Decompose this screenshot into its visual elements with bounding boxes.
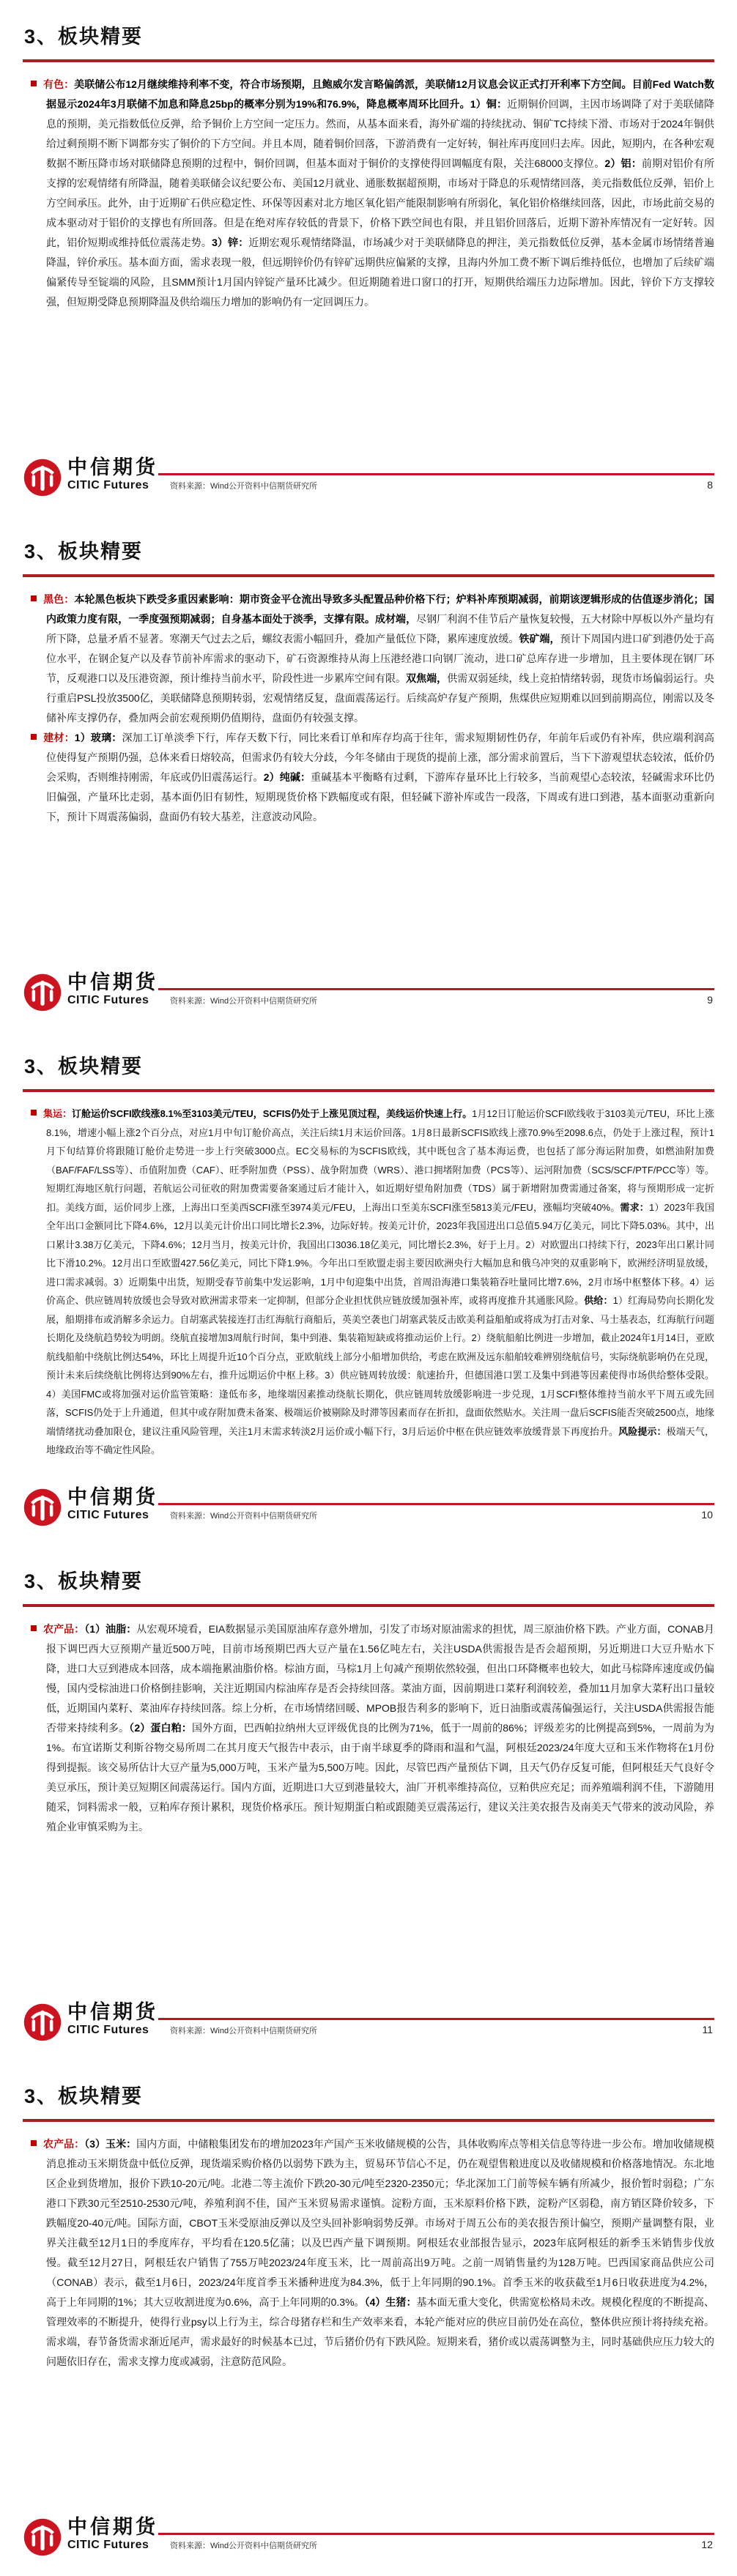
page-body: [23, 75, 714, 312]
citic-futures-logo-icon: [23, 1488, 62, 1527]
bullet-square-icon: [31, 81, 37, 86]
logo-english-name: CITIC Futures: [67, 2024, 149, 2036]
page-number: 11: [702, 2024, 713, 2035]
logo-chinese-name: 中信期货: [67, 456, 158, 478]
text-segment: 国内方面，中储粮集团发布的增加2023年产国产玉米收储规模的公告，具体收购库点等相关信息等待进一步公布。增加收储规模消息推动玉米期货盘中低位反弹，现货端采购价格仍以弱势下跌为主，贸易环节信心不足，仍在观望售粮进度以及收储规模和价格落地情况。东北地区企业到货增加，报价下跌10-20元/吨。北港二等主流价下跌20-30元/吨至2320-2350元；华北深加工门前等候车辆有所减少，报价暂时弱稳；广东港口下跌30元至2510-2530元/吨，养殖利润不佳，国产玉米贸易需求谨慎。淀粉方面，玉米原料价格下跌，淀粉产区弱稳，南方销区降价较多，下跌幅度20-40元/吨。国际方面，CBOT玉米受原油反弹以及空头回补影响弱势反弹。市场对于周五公布的美农报告预计偏空，预期产量调整有限，业界关注截至12月1日的季度库存，平均看在120.5亿蒲；以及巴西产量下调预期。阿根廷农业部报告显示，2023年底阿根廷的新季玉米销售步伐放慢。截至12月27日，阿根廷农户销售了755万吨2023/24年度玉米，比一周前高出9万吨。之前一周销售量约为128万吨。巴西国家商品供应公司（CONAB）表示，截至1月6日，2023/24年度首季玉米播种进度为84.3%，低于上年同期的90.1%。首季玉米的收获截至1月6日收获进度为4.2%，高于上年同期的1%；其大豆收割进度为0.6%，高于上年同期的0.3%。: [46, 2138, 714, 2308]
bold-text-segment: 供给：: [584, 1295, 613, 1306]
text-segment: 从宏观环境看，EIA数据显示美国原油库存意外增加，引发了市场对原油需求的担忧，周三原油价格下跌。产业方面，CONAB月报下调巴西大豆预期产量近500万吨，目前市场预期巴西大豆产量在1.56亿吨左右，关注USDA供需报告是否会超预期，另近期进口大豆升贴水下降，进口大豆到港成本回落，成本端拖累油脂价格。棕油方面，马棕1月上旬减产预期依然较强，但出口环降概率也较大，如此马棕降库速度或仍偏慢，国内受棕油进口价格倒挂影响，关注近期国内棕油库存是否会持续回落。菜油方面，因前期进口菜籽利润较差，叠加11月加拿大菜籽出口量较低，近期国内菜籽、菜油库存持续回落。综上分析，在市场情绪回暖、MPOB报告利多的影响下，近日油脂或震荡偏强运行，关注USDA供需报告能否带来持续利多。: [46, 1623, 714, 1734]
body-paragraph: [23, 728, 714, 827]
page-number: 10: [701, 1509, 713, 1521]
text-segment: 基本面无重大变化，供需宽松格局未改。规模化程度的不断提高、管理效率的不断提升，使得行业psy以上行为主，综合母猪存栏和生产效率来看，本轮产能对应的供应目前仍处在高位，整体供应预计将持续充裕。需求端，春节备货需求渐近尾声，需求最好的时候基本已过，节后猪价仍有下跌风险。短期来看，猪价或以震荡调整为主，同时基础供应压力较大的问题依旧存在，需求支撑力度或减弱，注意防范风险。: [46, 2296, 714, 2367]
text-segment: 1）红海局势向长期化发展，船期排布或消解多余运力。自胡塞武装接连打击红海航行商船后，英美空袭也门胡塞武装反击欧美利益船舶或将成为打击对象、马士基表态，红海航行问题长期化及绕航趋势较为明朗。绕航直接增加3周航行时间，集中到港、集装箱短缺或将推动运价上行。2）绕航船舶比例进一步增加，截止2024年1月14日，亚欧航线船舶中绕航比例达54%，环比上周提升近10个百分点，亚欧航线上部分小船增加供给，考虑在欧洲及远东船舶较难辨别绕航信号，实际绕航影响仍在兑现，预计未来后续绕航比例将达到90%左右，推升远期运价中枢上移。3）供应链周转放缓：航速抬升，但德国港口罢工及集中到港等因素使得市场供给整体受限。4）美国FMC或将加强对运价监管策略：逢低布多，地缘端因素推动绕航长期化，供应链周转放缓影响进一步兑现，1月SCFI整体维持当前水平下周五或先回落，SCFIS仍处于上升通道，但其中或存附加费未备案、极端运价被剔除及时滞等因素而存在折扣，盘面依然贴水。关注周一盘后SCFIS能否突破2500点，地缘端情绪扰动叠加限仓，建议注重风险管理，关注1月末需求转淡2月运价或小幅下行，3月后运价中枢在供应链效率放缓背景下再度抬升。: [46, 1295, 714, 1437]
bold-text-segment: 1）铜：: [470, 98, 508, 110]
report-page-8: [0, 0, 737, 515]
report-page-9: [0, 515, 737, 1030]
bullet-square-icon: [31, 2140, 37, 2146]
bullet-square-icon: [31, 595, 37, 601]
source-note: 资料来源：Wind公开资料中信期货研究所: [170, 482, 318, 491]
footer-divider: [158, 2533, 714, 2535]
bullet-square-icon: [31, 734, 37, 740]
logo-text: [67, 2001, 158, 2038]
page-title: 3、板块精要: [24, 2085, 144, 2107]
source-note: 资料来源：Wind公开资料中信期货研究所: [170, 997, 318, 1006]
text-segment: 1）2023年我国全年出口金额同比下降4.6%，12月以美元计价出口同比增长2.3%，边际好转。按美元计价，2023年我国进出口总值5.94万亿美元，同比下降5.03%。其中，出口累计3.38万亿美元，下降4.6%；12月当月，按美元计价，我国出口3036.18亿美元，同比增长2.3%，好于上月。2）对欧盟出口持续下行，2023年出口累计同比下滑10.2%。12月出口至欧盟427.56亿美元，同比下降1.9%。今年出口至欧盟走弱主要因欧洲央行大幅加息和俄乌冲突的双重影响下，欧洲经济明显放缓，进口需求减弱。3）近期集中出货，短期受春节前集中发运影响，1月中旬迎集中出货，首周沿海港口集装箱吞吐量同比增7.6%，2月市场中枢整体下移。4）运价高企、供应链周转放缓也会导致对欧洲需求带来一定抑制，但部分企业担忧供应链放缓加强补库，或将再度推升其通胀风险。: [46, 1201, 714, 1306]
logo-english-name: CITIC Futures: [67, 479, 149, 491]
logo-text: [67, 971, 158, 1008]
body-paragraph: [23, 1105, 714, 1460]
text-segment: 尽钢厂利润不佳节后产量恢复较慢，五大材除中厚板以外产量均有所下降，总量矛盾不显著。寒潮天气过去之后，螺纹表需小幅回升，叠加产量低位下降，累库速度放缓。: [46, 613, 714, 645]
page-title: 3、板块精要: [24, 26, 144, 48]
body-paragraph: [23, 2134, 714, 2372]
bold-text-segment: （1）油脂：: [84, 1623, 137, 1635]
text-segment: 供需双弱延续，线上竞拍情绪转弱，现货市场偏弱运行。央行重启PSL投放3500亿，美联储降息预期转弱，宏观情绪反复，盘面震荡运行。后续高炉存复产预期，焦煤供应短期难以回到前期高位，刚需以及冬储补库支撑仍存，叠加两会前宏观预期仍值期待，盘面仍有较强支撑。: [46, 672, 714, 724]
page-footer: [23, 2516, 714, 2557]
bold-text-segment: （4）生猪：: [364, 2296, 417, 2308]
page-footer: [23, 456, 714, 497]
page-body: [23, 1619, 714, 1837]
section-label: 农产品：: [43, 2138, 85, 2150]
bold-text-segment: 需求：: [620, 1201, 649, 1213]
page-number: 8: [707, 479, 713, 491]
title-divider: [23, 574, 714, 577]
source-note: 资料来源：Wind公开资料中信期货研究所: [170, 2027, 318, 2035]
logo-chinese-name: 中信期货: [67, 2001, 158, 2023]
source-note: 资料来源：Wind公开资料中信期货研究所: [170, 1512, 318, 1521]
footer-divider: [158, 988, 714, 990]
report-page-11: [0, 1545, 737, 2060]
text-segment: 近期铜价回调，主因市场调降了对于美联储降息的预期，美元指数低位反弹，给予铜价上方空间一定压力。然而，从基本面来看，海外矿端的持续扰动、铜矿TC持续下滑、市场对于2024年铜供给过剩预期不断下调都夯实了铜价的下方空间。并且本周，随着铜价回落，下游消费有一定好转，铜社库再度回归去库。因此，短期内，在各种宏观数据不断压降市场对联储降息预期的过程中，铜价回调，但基本面对于铜价的支撑使得回调幅度有限，关注68000支撑位。: [46, 98, 714, 169]
logo-english-name: CITIC Futures: [67, 2539, 149, 2551]
bold-text-segment: 2）铝：: [604, 157, 642, 169]
title-divider: [23, 59, 714, 62]
title-divider: [23, 1604, 714, 1607]
page-body: [23, 2134, 714, 2372]
page-footer: [23, 2001, 714, 2042]
logo-chinese-name: 中信期货: [67, 1486, 158, 1508]
body-paragraph: [23, 1619, 714, 1837]
bold-text-segment: 铁矿端，: [519, 633, 560, 645]
text-segment: 近期宏观乐观情绪降温，市场减少对于美联储降息的押注，美元指数低位反弹，基本金属市场情绪普遍降温，锌价承压。基本面方面，需求表现一般，但远期锌价仍有锌矿远期供应偏紧的支撑，且海内外加工费不断下调后维持低位，也增加了后续矿端偏紧传导至锭端的风险，且SMM预计1月国内锌锭产量环比减少。但近期随着进口窗口的打开，短期供给端压力边际增加。因此，锌价下方支撑较强，但短期受降息预期降温及供给端压力增加的影响仍有一定回调压力。: [46, 237, 715, 308]
source-note: 资料来源：Wind公开资料中信期货研究所: [170, 2542, 318, 2550]
citic-futures-logo-icon: [23, 973, 62, 1012]
bold-text-segment: 订舱运价SCFI欧线涨8.1%至3103美元/TEU，SCFIS仍处于上涨见顶过程，美线运价快速上行。: [72, 1108, 473, 1119]
bold-text-segment: 双焦端，: [406, 672, 448, 684]
bold-text-segment: 本轮黑色板块下跌受多重因素影响：期市资金平仓流出导致多头配置品种价格下行；炉料补库预期减弱，前期该逻辑形成的估值逐步消化；国内政策力度有限，一季度强预期减弱；自身基本面处于淡季，支撑有限。成材端，: [46, 593, 715, 625]
text-segment: 深加工订单淡季下行，库存天数下行，同比来看订单和库存均高于往年，需求短期韧性仍存，年前年后或仍有补库，供应端利润高位使得复产预期仍强，总体来看日熔较高，但需求仍有较大分歧，今年冬储由于现货的提前上涨，部分需求前置后，当下下游观望状态较浓，低价仍会采购，否则维持刚需，年底或仍旧震荡运行。: [46, 732, 715, 783]
text-segment: 1月12日订舱运价SCFI欧线收于3103美元/TEU，环比上涨8.1%，增速小幅上涨2个百分点，对应1月中旬订舱价高点，关注后续1月末运价回落。1月8日最新SCFIS欧线上涨70.9%至2098.6点，仍处于上涨过程，预计1月下旬结算价将跟随订舱价走势进一步上行突破3000点。EC交易标的为SCFIS欧线，其中既包含了基本海运费，也包括了部分海运附加费，如燃油附加费（BAF/FAF/LSS等）、币值附加费（CAF）、旺季附加费（PSS）、战争附加费（WRS）、港口拥堵附加费（PCS等）、运河附加费（SCS/SCF/PTF/PCC等）等。短期红海地区航行问题，若航运公司征收的附加费需要备案通过后才能计入，如近期好望角附加费（TDS）属于新增附加费需通过备案，将与预期形成一定折扣。美线方面，运价同步上涨，上海出口至美西SCFI涨至3974美元/FEU，上海出口至美东SCFI涨至5813美元/FEU，涨幅均突破40%。: [46, 1108, 714, 1213]
bullet-square-icon: [31, 1110, 37, 1116]
footer-divider: [158, 473, 714, 475]
footer-divider: [158, 1503, 714, 1505]
body-paragraph: [23, 75, 714, 312]
section-label: 农产品：: [43, 1623, 85, 1635]
section-label: 有色：: [43, 78, 75, 90]
bold-text-segment: 2）纯碱：: [263, 771, 311, 783]
page-title: 3、板块精要: [24, 1055, 144, 1077]
bold-text-segment: 1）玻璃：: [74, 732, 122, 743]
text-segment: 国外方面，巴西帕拉纳州大豆评级优良的比例为71%，低于一周前的86%；评级差劣的比例提高到5%，一周前为为1%。布宜诺斯艾利斯谷物交易所周二在其月度天气报告中表示，由于南半球夏季的降雨和温和气温，阿根廷2023/24年度大豆和玉米作物将在1月份得到提振。该交易所估计大豆产量为5,000万吨，玉米产量为5,500万吨。因此，尽管巴西产量预估下调，且天气仍存反复可能，但阿根廷天气良好令美豆承压，预计美豆短期区间震荡运行。国内方面，近期进口大豆到港量较大，油厂开机率维持高位，豆粕供应充足；而养殖端利润不佳，下游随用随采，饲料需求一般，豆粕库存预计累积，现货价格承压。预计短期蛋白粕或跟随美豆震荡运行，建议关注美农报告及南美天气带来的波动风险，养殖企业审慎采购为主。: [46, 1722, 714, 1833]
logo-chinese-name: 中信期货: [67, 2516, 158, 2538]
page-number: 9: [707, 994, 713, 1006]
text-segment: 预计下周国内进口矿到港仍处于高位水平，在钢企复产以及春节前补库需求的驱动下，矿石资源维持从海上压港经港口向钢厂流动，进口矿总库存进一步增加，且主要体现在钢厂环节，反观港口以及压港资源，预计维持当前水平，阶段性进一步累库空间有限。: [46, 633, 714, 684]
bold-text-segment: （2）蛋白粕：: [129, 1722, 192, 1734]
section-label: 集运：: [43, 1108, 73, 1119]
footer-divider: [158, 2018, 714, 2020]
page-body: [23, 590, 714, 827]
section-label: 建材：: [43, 732, 75, 743]
title-divider: [23, 1089, 714, 1092]
citic-futures-logo-icon: [23, 2517, 62, 2557]
text-segment: 前期对铝价有所支撑的宏观情绪有所降温，随着美联储会议纪要公布、美国12月就业、通胀数据超预期，市场对于降息的乐观情绪回落，美元指数低位反弹，铝价上方空间承压。此外，由于近期矿石供应稳定性、环保等因素对北方地区氧化铝产能限制影响有所弱化，氧化铝价格继续回落，因此，市场此前交易的成本驱动对于铝价的支撑也有所回落。但是在绝对库存较低的背景下，价格下跌空间也有限，并且铝价回落后，近期下游补库情况有一定好转。因此，铝价短期或维持低位震荡走势。: [46, 157, 714, 248]
report-page-12: [0, 2060, 737, 2575]
bold-text-segment: （3）玉米：: [84, 2138, 137, 2150]
bullet-square-icon: [31, 1625, 37, 1631]
report-page-10: [0, 1030, 737, 1545]
title-divider: [23, 2119, 714, 2122]
logo-text: [67, 2516, 158, 2553]
page-title: 3、板块精要: [24, 541, 144, 563]
body-paragraph: [23, 590, 714, 728]
page-footer: [23, 971, 714, 1012]
text-segment: 极端天气，地缘政治等不确定性风险。: [46, 1425, 714, 1455]
page-footer: [23, 1486, 714, 1527]
page-number: 12: [701, 2539, 713, 2550]
logo-english-name: CITIC Futures: [67, 1509, 149, 1521]
page-body: [23, 1105, 714, 1460]
page-title: 3、板块精要: [24, 1570, 144, 1592]
citic-futures-logo-icon: [23, 458, 62, 497]
bold-text-segment: 3）锌：: [212, 237, 249, 248]
citic-futures-logo-icon: [23, 2002, 62, 2042]
text-segment: 重碱基本平衡略有过剩，下游库存量环比上行较多，当前观望心态较浓，轻碱需求环比仍旧偏强，产量环比走弱，基本面仍旧有韧性，短期现货价格下跌幅度或有限，但轻碱下游补库或告一段落，下周或有进口到港，基本面驱动重新向下，预计下周震荡偏弱，盘面仍有较大基差，注意波动风险。: [46, 771, 715, 823]
section-label: 黑色：: [43, 593, 75, 605]
bold-text-segment: 美联储公布12月继续维持利率不变，符合市场预期，且鲍威尔发言略偏鸽派，美联储12月议息会议正式打开利率下方空间。目前Fed Watch数据显示2024年3月联储不加息和降息25bp的概率分别为19%和76.9%，降息概率周环比回升。: [46, 78, 714, 110]
logo-text: [67, 456, 158, 493]
bold-text-segment: 风险提示：: [618, 1425, 667, 1437]
logo-english-name: CITIC Futures: [67, 994, 149, 1006]
logo-chinese-name: 中信期货: [67, 971, 158, 993]
logo-text: [67, 1486, 158, 1523]
